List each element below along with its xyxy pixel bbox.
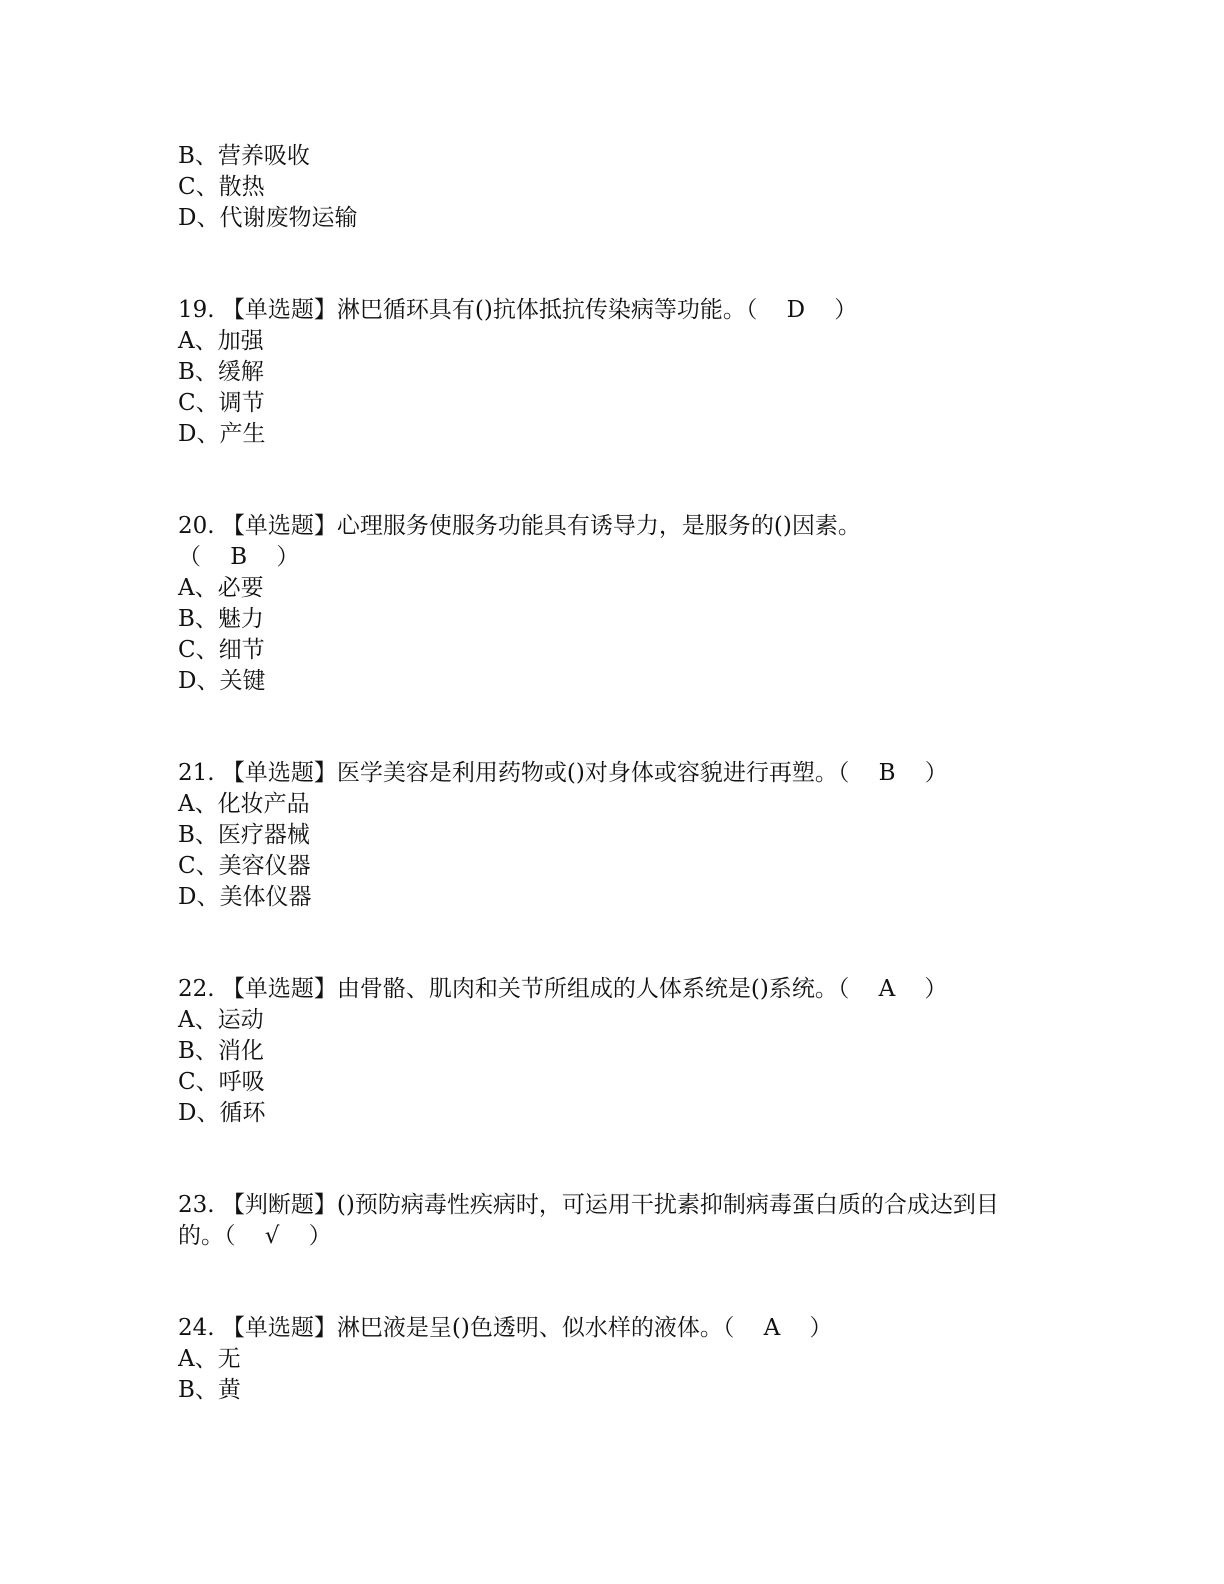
q19-option-b: B、缓解 <box>178 359 264 385</box>
q20-answer: （ B ） <box>178 544 300 570</box>
q24-option-b: B、黄 <box>178 1377 241 1403</box>
q21-option-b: B、医疗器械 <box>178 822 310 848</box>
q22-option-a: A、运动 <box>178 1007 264 1033</box>
q20-option-c: C、细节 <box>178 637 265 663</box>
q18-option-b: B、营养吸收 <box>178 143 310 169</box>
q19-option-c: C、调节 <box>178 390 265 416</box>
q22-option-d: D、循环 <box>178 1100 266 1126</box>
q21-option-a: A、化妆产品 <box>178 791 310 817</box>
q20-option-b: B、魅力 <box>178 606 264 632</box>
q20-option-a: A、必要 <box>178 575 264 601</box>
q18-option-d: D、代谢废物运输 <box>178 205 358 231</box>
q22-question: 22. 【单选题】由骨骼、肌肉和关节所组成的人体系统是()系统。（ A ） <box>178 976 948 1002</box>
q18-option-c: C、散热 <box>178 174 265 200</box>
q23-question-continued: 的。（ √ ） <box>178 1223 332 1249</box>
q22-option-c: C、呼吸 <box>178 1069 265 1095</box>
q21-option-c: C、美容仪器 <box>178 853 311 879</box>
q23-question: 23. 【判断题】()预防病毒性疾病时，可运用干扰素抑制病毒蛋白质的合成达到目 <box>178 1192 999 1218</box>
q20-option-d: D、关键 <box>178 668 266 694</box>
q22-option-b: B、消化 <box>178 1038 264 1064</box>
q20-question: 20. 【单选题】心理服务使服务功能具有诱导力，是服务的()因素。 <box>178 513 861 539</box>
q19-option-d: D、产生 <box>178 421 266 447</box>
q19-option-a: A、加强 <box>178 328 264 354</box>
q19-question: 19. 【单选题】淋巴循环具有()抗体抵抗传染病等功能。（ D ） <box>178 297 858 323</box>
q21-question: 21. 【单选题】医学美容是利用药物或()对身体或容貌进行再塑。（ B ） <box>178 760 948 786</box>
q24-question: 24. 【单选题】淋巴液是呈()色透明、似水样的液体。（ A ） <box>178 1315 833 1341</box>
q21-option-d: D、美体仪器 <box>178 884 312 910</box>
q24-option-a: A、无 <box>178 1346 241 1372</box>
